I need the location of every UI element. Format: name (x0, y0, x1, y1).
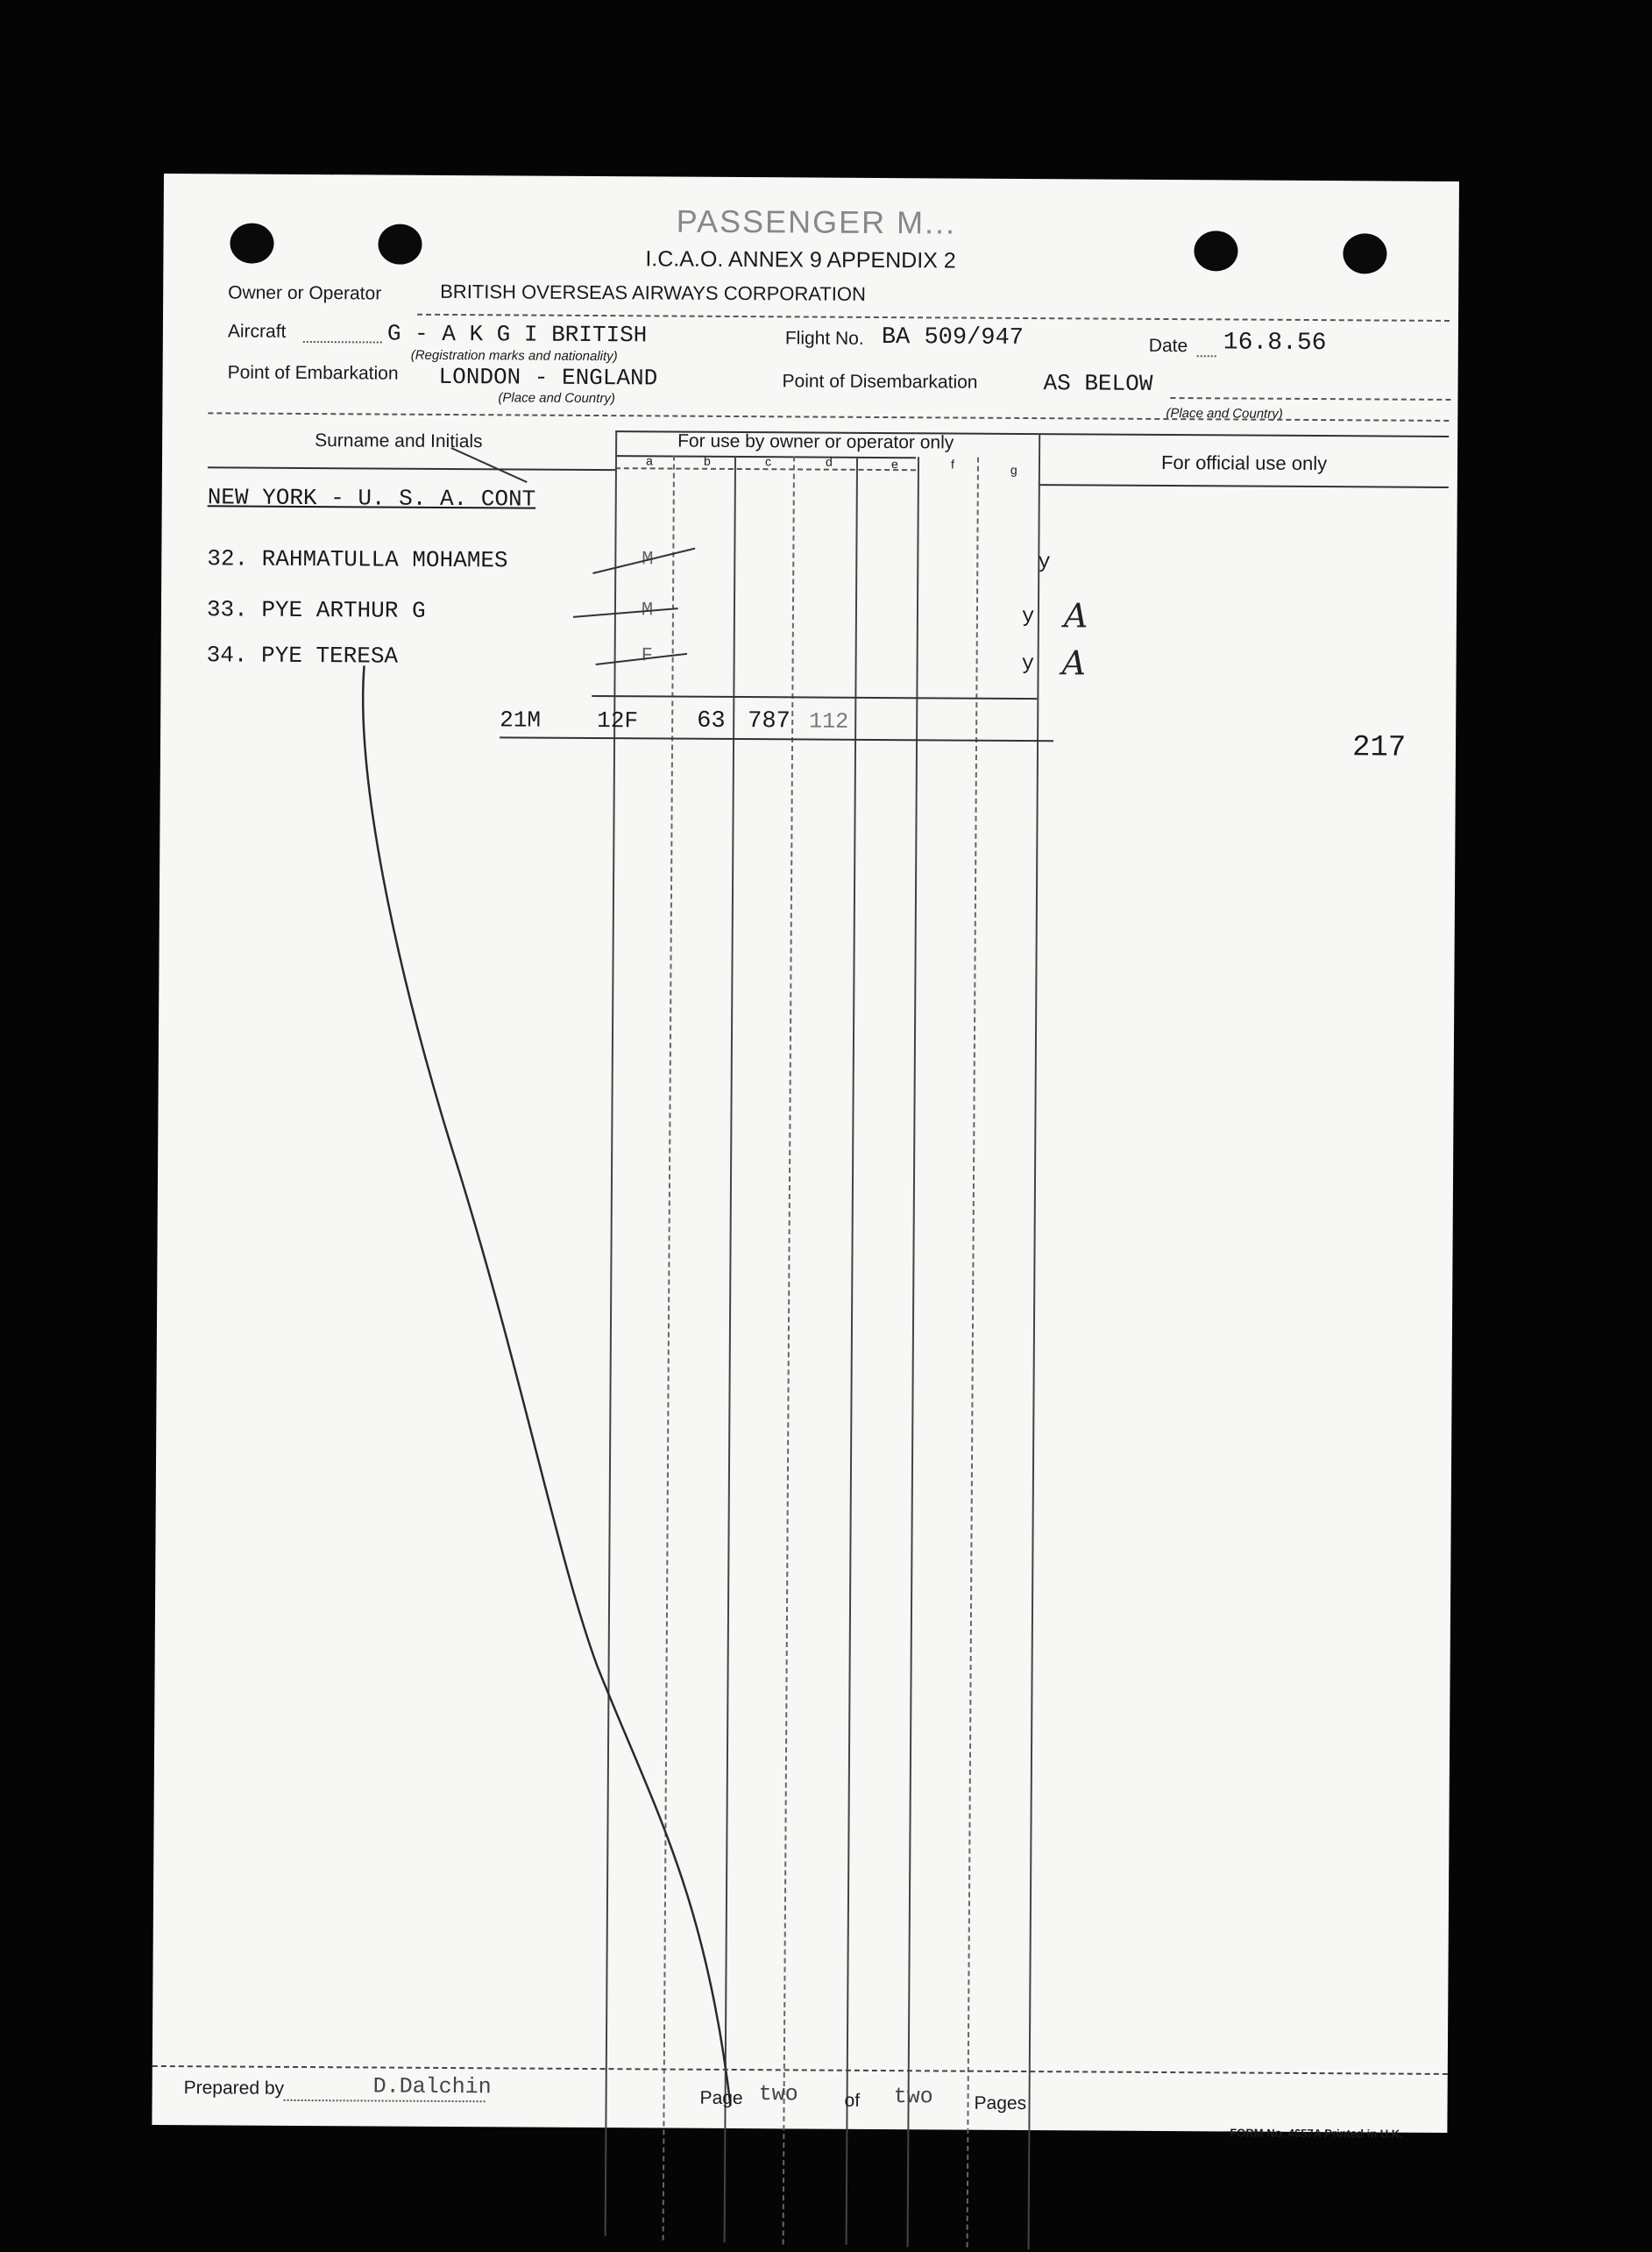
document-subtitle: I.C.A.O. ANNEX 9 APPENDIX 2 (645, 246, 956, 274)
aircraft-note: (Registration marks and nationality) (410, 347, 618, 365)
prepared-by-value: D.Dalchin (372, 2073, 492, 2100)
section-heading: NEW YORK - U. S. A. CONT (207, 484, 536, 513)
flight-label: Flight No. (784, 328, 864, 349)
aircraft-value: G - A K G I BRITISH (386, 320, 648, 349)
total-males: 21M (500, 707, 542, 734)
subcol-d: d (825, 454, 833, 469)
document-title: PASSENGER M... (676, 202, 957, 241)
subcol-f: f (950, 457, 954, 472)
aircraft-label: Aircraft (227, 321, 287, 342)
passenger-row-34-mark: A (1061, 643, 1087, 683)
passenger-row-32-name: 32. RAHMATULLA MOHAMES (207, 545, 508, 574)
total-b: 63 (697, 707, 726, 735)
of-value: two (893, 2084, 933, 2110)
embarkation-value: LONDON - ENGLAND (438, 363, 658, 392)
date-value: 16.8.56 (1223, 329, 1327, 358)
col-official-header: For official use only (1160, 451, 1328, 475)
page-label: Page (699, 2087, 743, 2109)
disembarkation-note: (Place and Country) (1166, 405, 1283, 422)
embarkation-note: (Place and Country) (498, 390, 615, 407)
disembarkation-label: Point of Disembarkation (782, 371, 978, 393)
passenger-row-34-g: y (1021, 651, 1035, 677)
passenger-row-34-sex: F (641, 644, 653, 667)
subcol-g: g (1010, 462, 1017, 477)
manifest-sheet (152, 174, 1459, 2141)
form-number: FORM No. 4657A Printed in U.K. (1230, 2126, 1403, 2141)
passenger-row-34-name: 34. PYE TERESA (206, 642, 399, 670)
total-females: 12F (597, 707, 639, 735)
embarkation-label: Point of Embarkation (227, 362, 399, 384)
passenger-row-33-mark: A (1063, 596, 1088, 636)
subcol-c: c (764, 454, 772, 469)
pages-label: Pages (974, 2092, 1027, 2114)
passenger-row-32-sex: M (642, 548, 654, 571)
owner-label: Owner or Operator (228, 282, 382, 304)
passenger-row-33-name: 33. PYE ARTHUR G (206, 596, 426, 624)
flight-value: BA 509/947 (881, 324, 1024, 352)
col-owner-use-header: For use by owner or operator only (677, 430, 954, 453)
official-number: 217 (1351, 731, 1407, 765)
date-label: Date (1148, 335, 1188, 357)
passenger-row-33-sex: M (641, 599, 654, 622)
owner-value: BRITISH OVERSEAS AIRWAYS CORPORATION (440, 280, 866, 305)
col-surname-header: Surname and Initials (315, 430, 483, 452)
subcol-a: a (645, 453, 653, 468)
subcol-b: b (703, 453, 711, 468)
page-value: two (758, 2081, 798, 2107)
of-label: of (844, 2090, 861, 2111)
prepared-by-label: Prepared by (183, 2078, 285, 2099)
passenger-row-33-g: y (1021, 604, 1035, 629)
disembarkation-value: AS BELOW (1043, 370, 1153, 397)
subcol-e: e (890, 457, 898, 472)
total-d: 112 (809, 708, 849, 735)
total-c: 787 (748, 708, 791, 735)
passenger-row-32-g: y (1038, 551, 1051, 575)
pen-stroke (152, 174, 1459, 2133)
